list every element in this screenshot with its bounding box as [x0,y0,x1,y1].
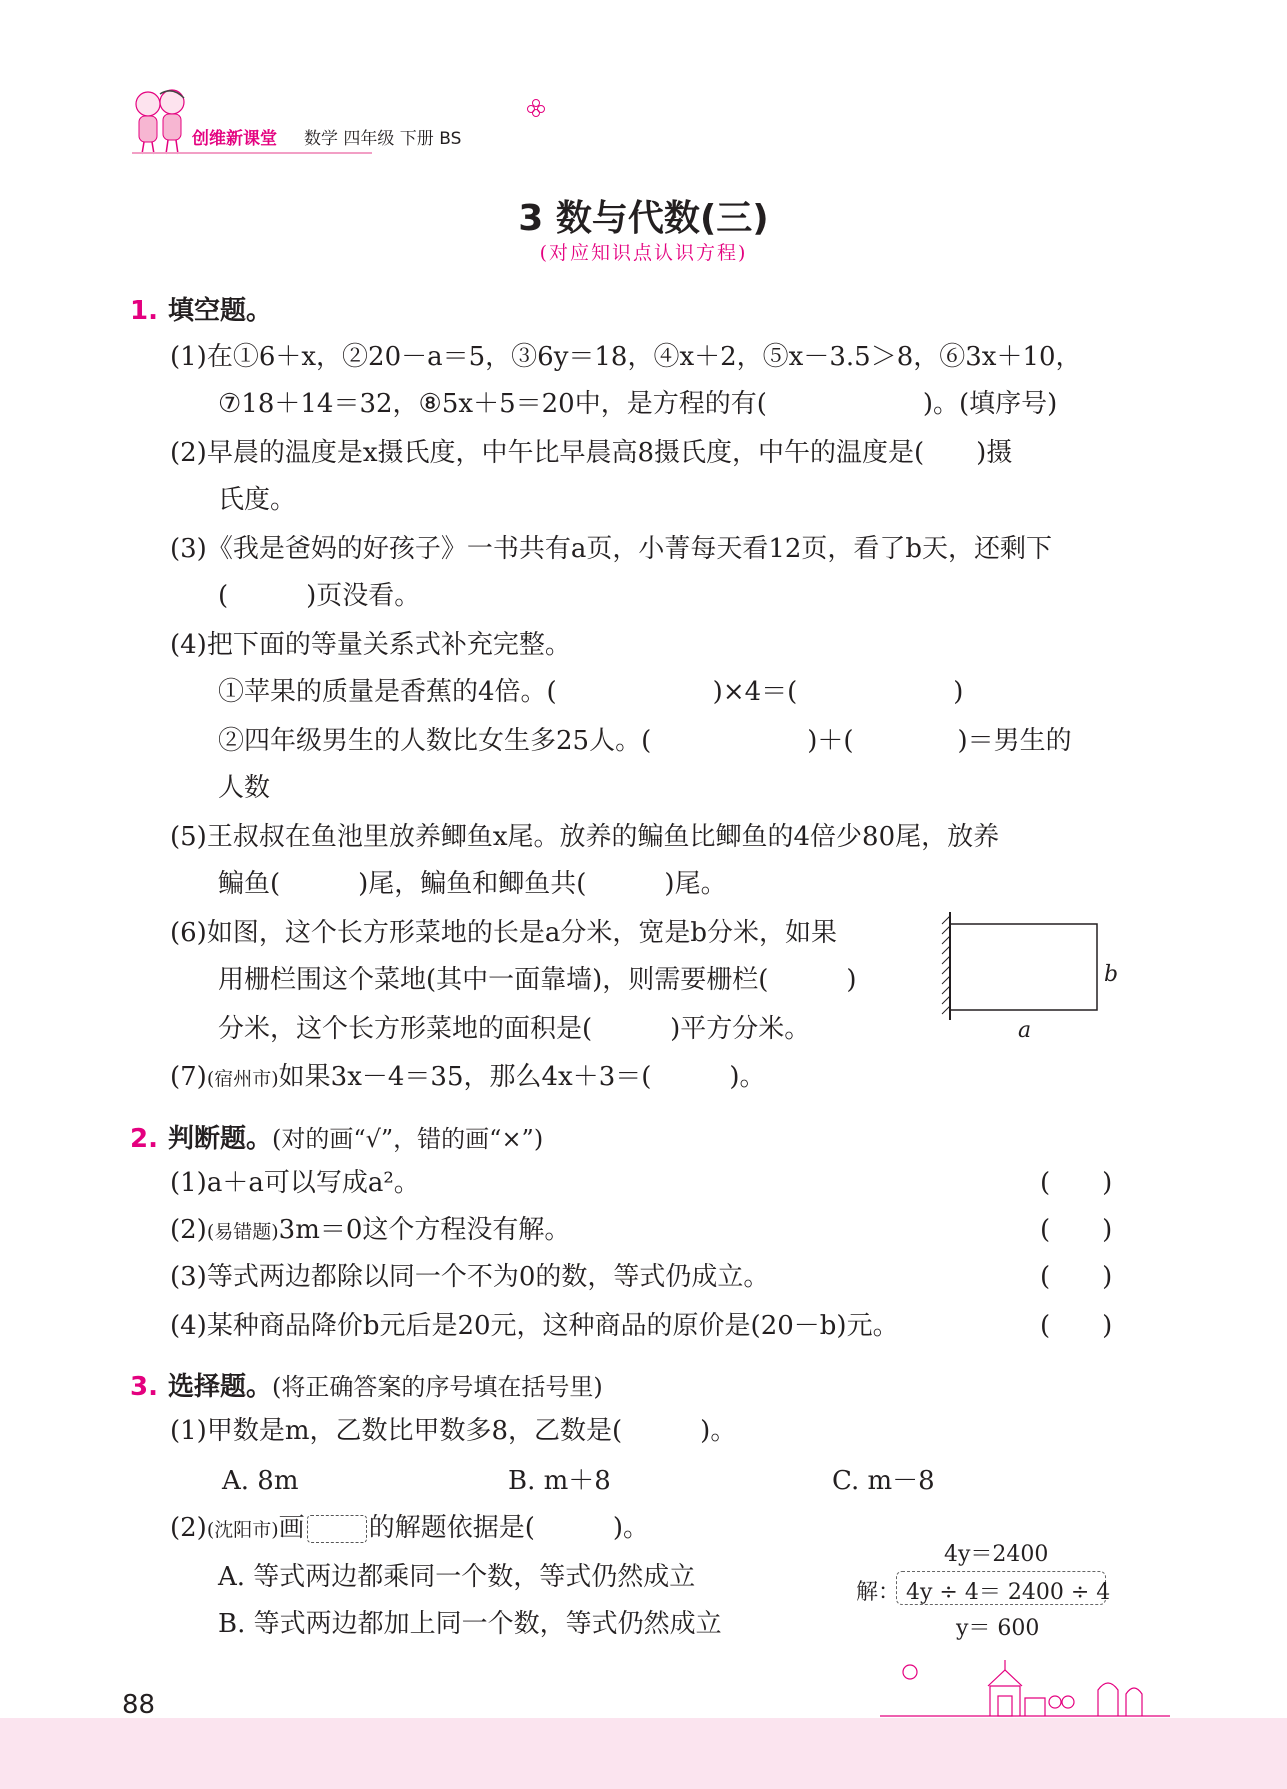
q2-item-4: (4)某种商品降价b元后是20元，这种商品的原价是(20－b)元。 [170,1311,899,1341]
figure-label-a: a [1018,1018,1032,1043]
q2-number: 2. [130,1124,158,1154]
q2-item-3: (3)等式两边都除以同一个不为0的数，等式仍成立。 [170,1262,770,1292]
q1-p1-line2: ⑦18＋14＝32，⑧5x＋5＝20中，是方程的有( )。(填序号) [218,389,1058,419]
q1-title: 填空题。 [167,296,272,326]
q1-p4-line1: (4)把下面的等量关系式补充完整。 [170,630,571,660]
q1-p7-text: 如果3x－4＝35，那么4x＋3＝( )。 [278,1062,766,1092]
q1-p1-line1: (1)在①6＋x，②20－a＝5，③6y＝18，④x＋2，⑤x－3.5＞8，⑥3x＋10， [170,342,1082,372]
q3-p1-option-a: A. 8m [222,1466,299,1496]
q1-p4-line2: ①苹果的质量是香蕉的4倍。( )×4＝( ) [218,677,964,707]
q3-p2-option-b: B. 等式两边都加上同一个数，等式仍然成立 [218,1609,722,1639]
q2-item-2-text: 3m＝0这个方程没有解。 [278,1215,571,1245]
equation-label: 解： [856,1580,901,1605]
q3-p2-source: (沈阳市) [206,1519,279,1541]
equation-line1: 4y＝2400 [944,1542,1049,1567]
q2-item-2-prefix: (2) [170,1215,207,1245]
q3-title: 选择题。 [167,1372,272,1402]
q1-p6-line3: 分米，这个长方形菜地的面积是( )平方分米。 [218,1014,811,1044]
q3-p1-option-c: C. m－8 [832,1466,935,1496]
flower-decoration-icon [526,98,546,118]
q3-p2-option-a: A. 等式两边都乘同一个数，等式仍然成立 [218,1562,696,1592]
q1-p3-line2: ( )页没看。 [218,581,421,611]
castle-decoration-icon [880,1650,1170,1718]
q2-note: (对的画“√”，错的画“×”) [271,1125,544,1153]
q3-p2-after-box: 的解题依据是( )。 [368,1513,649,1543]
q3-number: 3. [130,1372,158,1402]
q1-p4-line3: ②四年级男生的人数比女生多25人。( )＋( )＝男生的 [218,726,1072,756]
page-title: 3 数与代数(三) [518,198,769,239]
header-cartoon-kids-illustration [126,86,196,158]
q2-item-3-answer: ( ) [1040,1262,1113,1292]
q1-p4-line4: 人数 [218,773,271,803]
q2-item-1: (1)a＋a可以写成a²。 [170,1168,420,1198]
q3-heading [130,1366,603,1403]
q1-p2-line1: (2)早晨的温度是x摄氏度，中午比早晨高8摄氏度，中午的温度是( )摄 [170,438,1013,468]
q3-p1-option-b: B. m＋8 [508,1466,611,1496]
q3-p2-dashed-box [307,1515,367,1543]
q1-p5-line1: (5)王叔叔在鱼池里放养鲫鱼x尾。放养的鳊鱼比鲫鱼的4倍少80尾，放养 [170,822,1000,852]
page-number: 88 [122,1690,156,1720]
header-brand: 创维新课堂 [192,129,277,149]
q3-p2-before-box: 画 [278,1513,305,1543]
figure-label-b: b [1104,962,1119,987]
q1-p5-line2: 鳊鱼( )尾，鳊鱼和鲫鱼共( )尾。 [218,869,727,899]
page-subtitle: (对应知识点认识方程) [539,242,748,264]
q1-p6-line1: (6)如图，这个长方形菜地的长是a分米，宽是b分米，如果 [170,918,837,948]
footer-band [0,1718,1287,1789]
q3-note: (将正确答案的序号填在括号里) [271,1373,603,1401]
q3-p2 [170,1511,649,1547]
q1-p7 [170,1060,766,1096]
q2-heading [130,1118,543,1155]
equation-line3: y＝ 600 [956,1616,1040,1641]
q1-heading [130,290,272,327]
q2-item-2-source: (易错题) [206,1221,279,1243]
q2-title: 判断题。 [167,1124,272,1154]
q3-p2-prefix: (2) [170,1513,207,1543]
q2-item-1-answer: ( ) [1040,1168,1113,1198]
q1-p2-line2: 氏度。 [218,485,297,515]
q1-p6-line2: 用栅栏围这个菜地(其中一面靠墙)，则需要栅栏( ) [218,965,857,995]
header-rule [132,152,372,154]
q2-item-2 [170,1213,570,1249]
q1-p7-source: (宿州市) [206,1068,279,1090]
q1-p3-line1: (3)《我是爸妈的好孩子》一书共有a页，小菁每天看12页，看了b天，还剩下 [170,534,1053,564]
equation-line2: 4y ÷ 4＝ 2400 ÷ 4 [906,1580,1111,1605]
header-subject: 数学 四年级 下册 BS [304,129,462,149]
q2-item-4-answer: ( ) [1040,1311,1113,1341]
q1-p7-prefix: (7) [170,1062,207,1092]
q2-item-2-answer: ( ) [1040,1215,1113,1245]
q3-p1: (1)甲数是m，乙数比甲数多8，乙数是( )。 [170,1416,737,1446]
q1-number: 1. [130,296,158,326]
